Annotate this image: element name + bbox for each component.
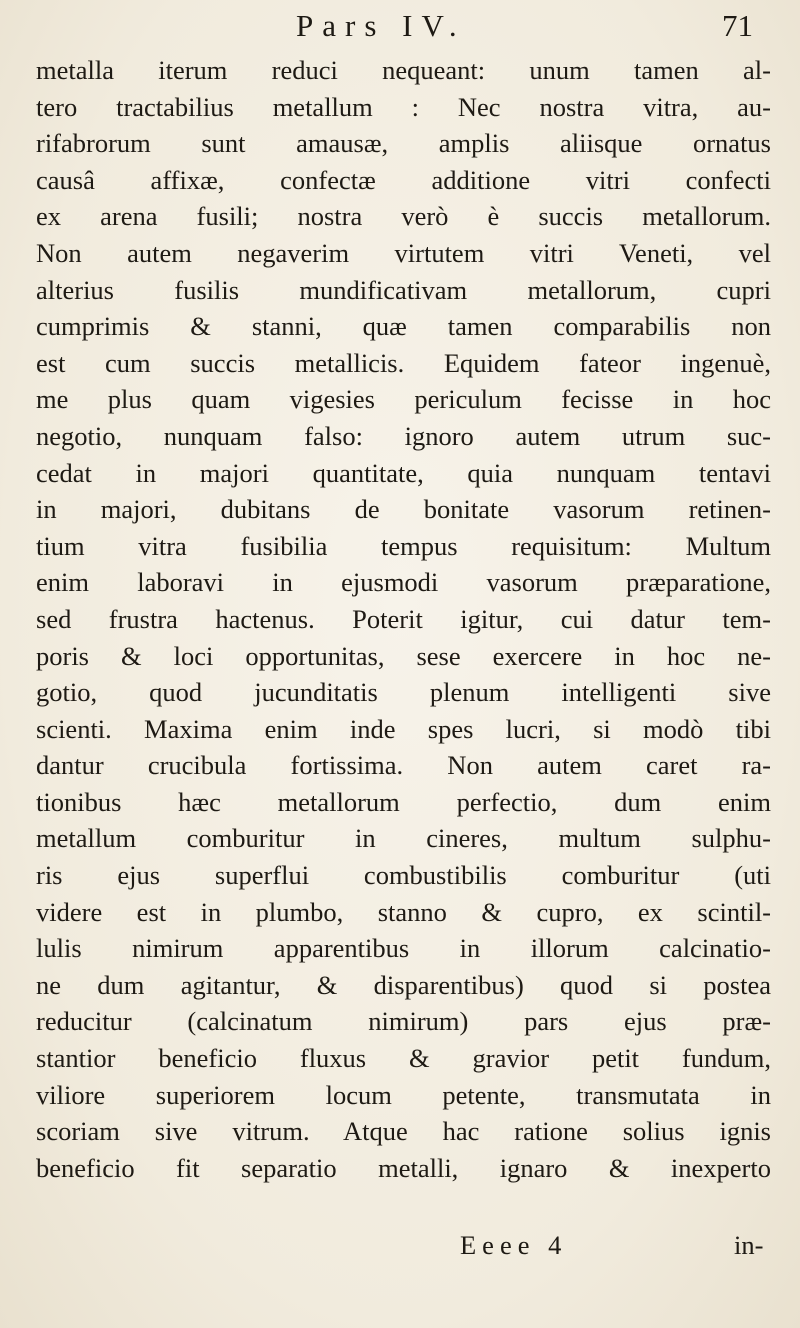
text-line: ris ejus superflui combustibilis comburitur (uti — [36, 860, 771, 891]
text-line: viliore superiorem locum petente, transmutata in — [36, 1079, 771, 1110]
signature-mark: Eeee 4 — [460, 1230, 568, 1260]
text-line: cedat in majori quantitate, quia nunquam tentavi — [36, 457, 771, 488]
text-line: causâ affixæ, confectæ additione vitri confecti — [36, 164, 771, 195]
text-line: alterius fusilis mundificativam metallorum, cupri — [36, 274, 771, 305]
text-line: scoriam sive vitrum. Atque hac ratione solius ignis — [36, 1116, 771, 1147]
text-line: cumprimis & stanni, quæ tamen comparabilis non — [36, 311, 771, 342]
text-line: me plus quam vigesies periculum fecisse in hoc — [36, 384, 771, 415]
text-line: tionibus hæc metallorum perfectio, dum enim — [36, 786, 771, 817]
text-line: Non autem negaverim virtutem vitri Veneti, vel — [36, 237, 771, 268]
text-line: metallum comburitur in cineres, multum sulphu- — [36, 823, 771, 854]
body-text — [36, 52, 771, 1186]
text-line: tium vitra fusibilia tempus requisitum: Multum — [36, 530, 771, 561]
running-head: Pars IV. — [296, 8, 466, 43]
text-line: metalla iterum reduci nequeant: unum tamen al- — [36, 55, 771, 85]
text-line: ne dum agitantur, & disparentibus) quod si postea — [36, 969, 771, 1000]
page-footer — [0, 1230, 800, 1274]
text-line: gotio, quod jucunditatis plenum intelligenti sive — [36, 677, 771, 708]
catchword: in- — [734, 1230, 764, 1260]
text-line: ex arena fusili; nostra verò è succis metallorum. — [36, 201, 771, 232]
text-line: scienti. Maxima enim inde spes lucri, si modò tibi — [36, 713, 771, 744]
text-line: enim laboravi in ejusmodi vasorum præparatione, — [36, 567, 771, 598]
text-line: stantior beneficio fluxus & gravior petit fundum, — [36, 1043, 771, 1074]
text-line: lulis nimirum apparentibus in illorum calcinatio- — [36, 933, 771, 964]
text-line: poris & loci opportunitas, sese exercere in hoc ne- — [36, 640, 771, 671]
text-line: negotio, nunquam falso: ignoro autem utrum suc- — [36, 420, 771, 451]
text-line: in majori, dubitans de bonitate vasorum retinen- — [36, 494, 771, 525]
text-line: videre est in plumbo, stanno & cupro, ex scintil- — [36, 896, 771, 927]
text-line: est cum succis metallicis. Equidem fateor ingenuè, — [36, 347, 771, 378]
text-line: dantur crucibula fortissima. Non autem caret ra- — [36, 750, 771, 781]
text-line: tero tractabilius metallum : Nec nostra vitra, au- — [36, 91, 771, 122]
text-line: rifabrorum sunt amausæ, amplis aliisque ornatus — [36, 128, 771, 159]
text-line: sed frustra hactenus. Poterit igitur, cui datur tem- — [36, 603, 771, 634]
text-line: reducitur (calcinatum nimirum) pars ejus præ- — [36, 1006, 771, 1037]
text-line: beneficio fit separatio metalli, ignaro & inexperto — [36, 1152, 771, 1183]
page-number: 71 — [722, 8, 753, 43]
page-header — [0, 8, 800, 52]
